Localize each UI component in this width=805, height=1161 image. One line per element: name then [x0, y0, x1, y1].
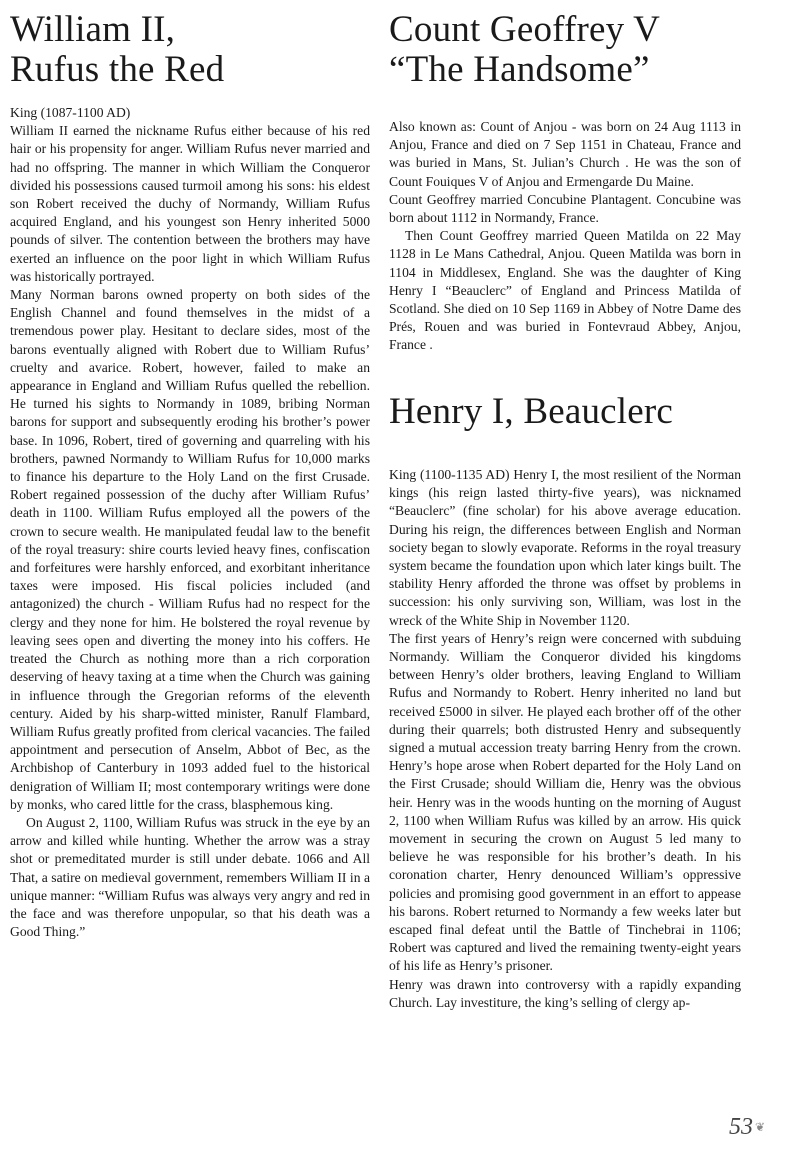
william-paragraph-1: William II earned the nickname Rufus either because of his red hair or his propensity for anger. William Rufus never married and had no offspring. The manner in which William the Conqueror divided his possessions caused turmoil among his sons: his eldest son Robert received the duchy of Normandy, William Rufus acquired England, and his youngest son Henry inherited 5000 pounds of silver. The contention between the brothers may have exerted an influence on the poor light in which William Rufus was historically portrayed. — [10, 123, 370, 284]
william-paragraph-2: Many Norman barons owned property on both sides of the English Channel and found themselves in the midst of a tremendous power play. Hesitant to declare sides, most of the barons eventually aligned with Robert due to William Rufus’ cruelty and avarice. Robert, however, failed to make an appearance in England and William Rufus quelled the rebellion. He turned his sights to Normandy in 1089, bribing Norman barons for support and subsequently eroding his brother’s power base. In 1096, Robert, tired of governing and quarreling with his brothers, pawned Normandy to William Rufus for 10,000 marks to finance his departure to the Holy Land on the first Crusade. Robert regained possession of the duchy after William Rufus’ death in 1100. William Rufus employed all the powers of the crown to secure wealth. He manipulated feudal law to the benefit of the royal treasury: shire courts levied heavy fines, confiscation and forfeitures were harshly enforced, and exorbitant inheritance taxes were imposed. His fiscal policies included (and antagonized) the church - William Rufus had no respect for the clergy and they none for him. He bolstered the royal revenue by leaving sees open and diverting the money into his coffers. He treated the Church as nothing more than a rich corporation deserving of heavy taxing at a time when the Church was gaining in influence through the Gregorian reforms of the eleventh century. Aided by his sharp-witted minister, Ranulf Flambard, William Rufus greatly profited from clerical vacancies. The failed appointment and persecution of Anselm, Abbot of Bec, as the Archbishop of Canterbury in 1093 added fuel to the historical denigration of William II; most contemporary writings were done by monks, who cared little for the crass, blasphemous king. — [10, 287, 370, 812]
henry-body — [389, 466, 741, 1012]
henry-paragraph-3: Henry was drawn into controversy with a rapidly expanding Church. Lay investiture, the king’s selling of clergy ap- — [389, 976, 741, 1010]
henry-paragraph-1: King (1100-1135 AD) Henry I, the most resilient of the Norman kings (his reign lasted thirty-five years), was nicknamed “Beauclerc” (fine scholar) for his above average education. During his reign, the differences between English and Norman society began to slowly evaporate. Reforms in the royal treasury system became the foundation upon which later kings built. The stability Henry afforded the throne was offset by problems in succession: his only surviving son, William, was lost in the wreck of the White Ship in November 1120. — [389, 467, 741, 628]
william-title-line2: Rufus the Red — [10, 49, 225, 90]
geoffrey-paragraph-1: Also known as: Count of Anjou - was born on 24 Aug 1113 in Anjou, France and died on 7 Sep 1151 in Chateau, France and was buried in Mans, St. Julian’s Church . He was the son of Count Fouiques V of Anjou and Ermengarde Du Maine. — [389, 119, 741, 189]
geoffrey-title-line2: “The Handsome” — [389, 49, 650, 90]
geoffrey-paragraph-2: Count Geoffrey married Concubine Plantagent. Concubine was born about 1112 in Normandy, France. — [389, 191, 741, 226]
geoffrey-title-line1: Count Geoffrey V — [389, 9, 661, 50]
william-body — [10, 104, 370, 941]
geoffrey-paragraph-3: Then Count Geoffrey married Queen Matilda on 22 May 1128 in Le Mans Cathedral, Anjou. Queen Matilda was born in 1104 in Middlesex, England. She was the daughter of King Henry I “Beauclerc” of England and Princess Matilda of Scotland. She died on 10 Sep 1169 in Abbey of Notre Dame des Prés, Rouen and was buried in Fontevraud Abbey, Anjou, France . — [389, 228, 741, 353]
geoffrey-title — [389, 10, 660, 90]
leaf-ornament-icon: ❦ — [754, 1120, 765, 1134]
william-subtitle: King (1087-1100 AD) — [10, 105, 131, 120]
william-paragraph-3: On August 2, 1100, William Rufus was struck in the eye by an arrow and killed while hunting. Whether the arrow was a stray shot or premeditated murder is still under debate. 1066 and All That, a satire on medieval government, remembers William II in a unique manner: “William Rufus was always very angry and red in the face and was therefore unpopular, so that his death was a Good Thing.” — [10, 814, 370, 940]
geoffrey-body — [389, 118, 741, 355]
page-number: 53 — [729, 1114, 753, 1140]
henry-title: Henry I, Beauclerc — [389, 391, 674, 432]
william-title — [10, 10, 224, 90]
henry-paragraph-2: The first years of Henry’s reign were concerned with subduing Normandy. William the Conqueror divided his kingdoms between Henry’s older brothers, leaving England to William Rufus and Normandy to Robert. Henry inherited no land but received £5000 in silver. He played each brother off of the other during their quarrels; both distrusted Henry and subsequently signed a mutual accession treaty barring Henry from the crown. Henry’s hope arose when Robert departed for the Holy Land on the First Crusade; should William die, Henry was the obvious heir. Henry was in the woods hunting on the morning of August 2, 1100 when William Rufus was killed by an arrow. His quick movement in securing the crown on August 5 led many to believe he was responsible for his brother’s death. In his coronation charter, Henry denounced William’s oppressive policies and promising good government in an effort to appease his barons. Robert returned to Normandy a few weeks later but escaped final defeat until the Battle of Tinchebrai in 1106; Robert was captured and lived the remaining twenty-eight years of his life as Henry’s prisoner. — [389, 630, 741, 974]
william-title-line1: William II, — [10, 9, 176, 50]
